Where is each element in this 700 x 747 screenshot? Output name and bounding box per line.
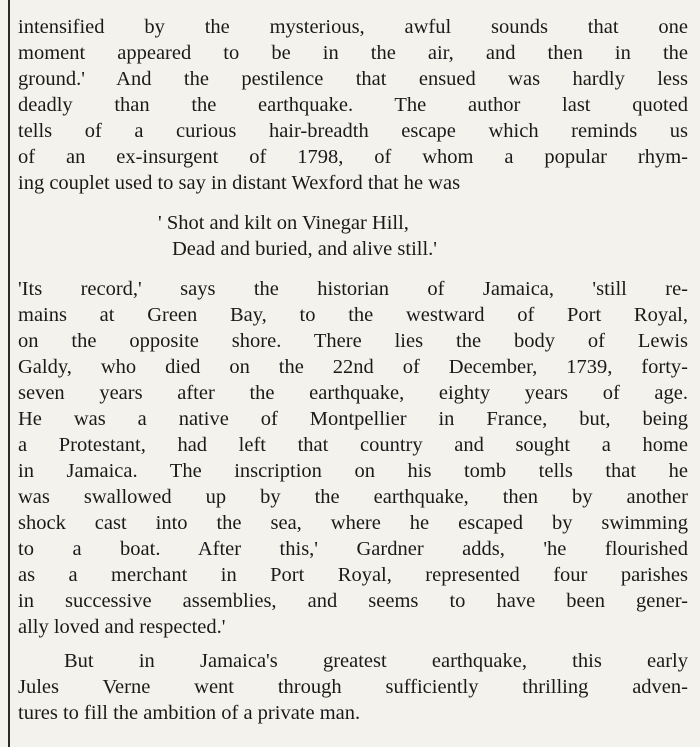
text-line: in Jamaica. The inscription on his tomb tells that he bbox=[18, 460, 688, 482]
text-line: 'Its record,' says the historian of Jamaica, 'still re- bbox=[18, 278, 688, 300]
text-line: was swallowed up by the earthquake, then by another bbox=[18, 486, 688, 508]
text-line: to a boat. After this,' Gardner adds, 'he flourished bbox=[18, 538, 688, 560]
quote-line: ' Shot and kilt on Vinegar Hill, bbox=[158, 212, 409, 234]
text-line: Jules Verne went through sufficiently thrilling adven- bbox=[18, 676, 688, 698]
text-line: deadly than the earthquake. The author last quoted bbox=[18, 94, 688, 116]
text-line: on the opposite shore. There lies the body of Lewis bbox=[18, 330, 688, 352]
text-line: shock cast into the sea, where he escaped by swimming bbox=[18, 512, 688, 534]
text-line: a Protestant, had left that country and sought a home bbox=[18, 434, 688, 456]
text-line: as a merchant in Port Royal, represented four parishes bbox=[18, 564, 688, 586]
text-line: intensified by the mysterious, awful sounds that one bbox=[18, 16, 688, 38]
text-line: ing couplet used to say in distant Wexford that he was bbox=[18, 172, 461, 194]
text-line: tells of a curious hair-breadth escape which reminds us bbox=[18, 120, 688, 142]
text-line: ground.' And the pestilence that ensued was hardly less bbox=[18, 68, 688, 90]
column-rule bbox=[8, 0, 10, 747]
text-line: mains at Green Bay, to the westward of Port Royal, bbox=[18, 304, 688, 326]
text-line: in successive assemblies, and seems to have been gener- bbox=[18, 590, 688, 612]
text-line: But in Jamaica's greatest earthquake, this early bbox=[64, 650, 688, 672]
text-line: seven years after the earthquake, eighty years of age. bbox=[18, 382, 688, 404]
text-line: Galdy, who died on the 22nd of December, 1739, forty- bbox=[18, 356, 688, 378]
text-line: tures to fill the ambition of a private man. bbox=[18, 702, 361, 724]
text-line: moment appeared to be in the air, and then in the bbox=[18, 42, 688, 64]
text-line: ally loved and respected.' bbox=[18, 616, 226, 638]
text-line: He was a native of Montpellier in France, but, being bbox=[18, 408, 688, 430]
quote-line: Dead and buried, and alive still.' bbox=[172, 238, 437, 260]
text-line: of an ex-insurgent of 1798, of whom a popular rhym- bbox=[18, 146, 688, 168]
